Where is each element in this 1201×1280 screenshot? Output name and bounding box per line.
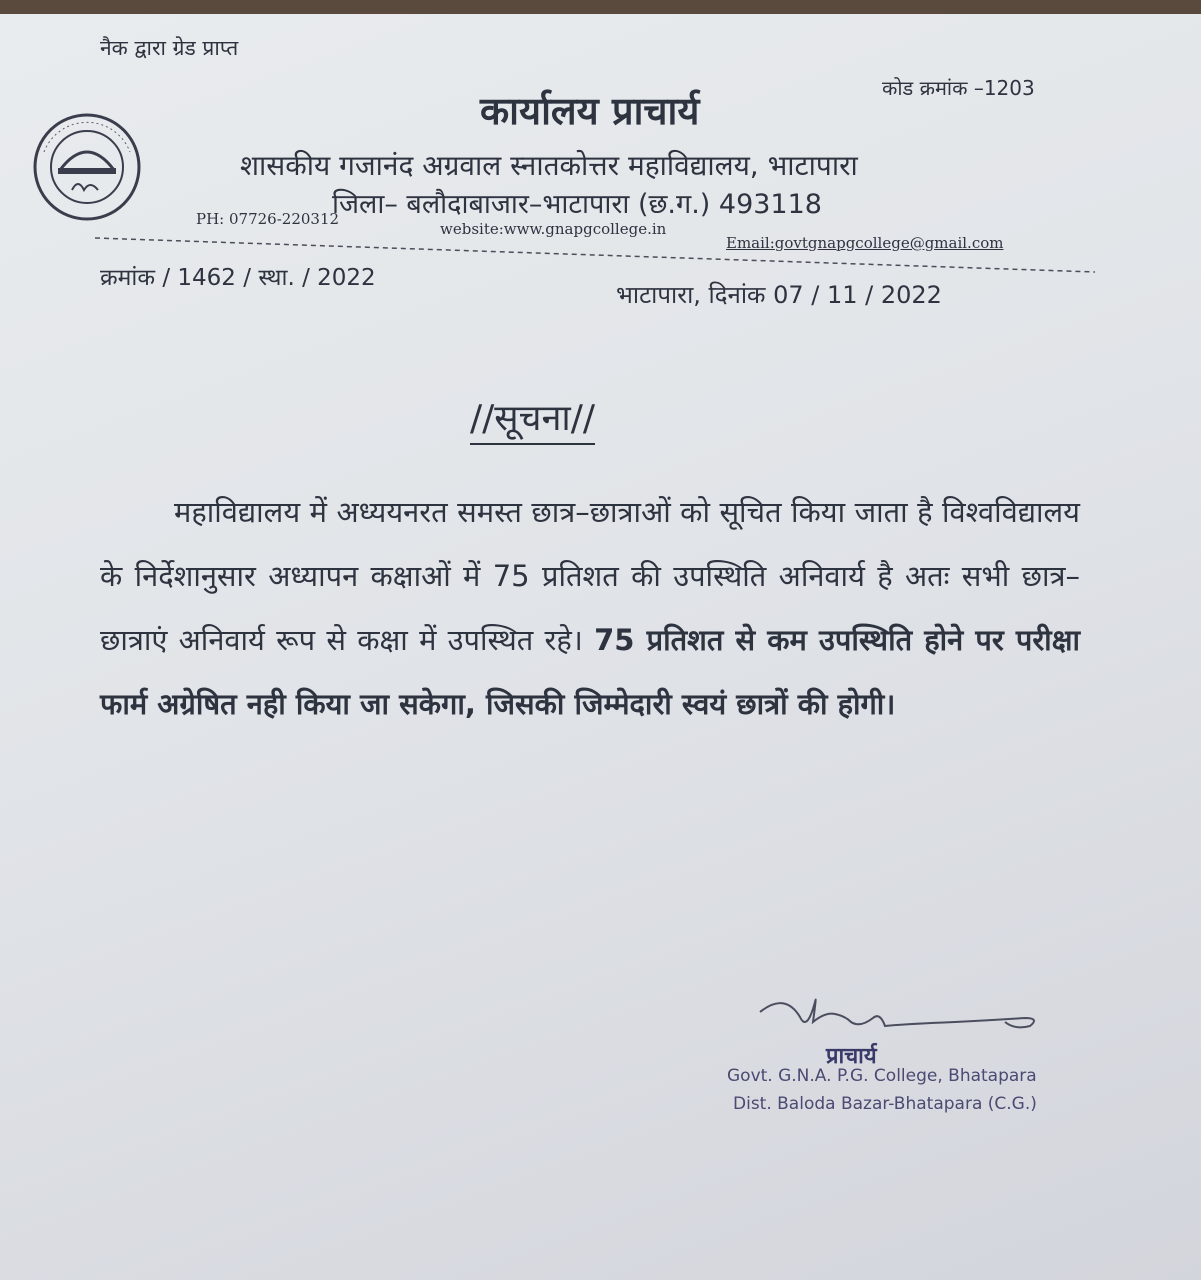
notice-body <box>100 480 1080 736</box>
email-address: Email:govtgnapgcollege@gmail.com <box>726 234 1004 252</box>
notice-heading: //सूचना// <box>470 392 595 445</box>
place-date: भाटापारा, दिनांक 07 / 11 / 2022 <box>616 281 942 309</box>
stamp-college-line: Govt. G.N.A. P.G. College, Bhatapara <box>727 1066 1037 1086</box>
code-number: कोड क्रमांक –1203 <box>882 76 1035 100</box>
naac-grade-text: नैक द्वारा ग्रेड प्राप्त <box>100 36 239 60</box>
stamp-district-line: Dist. Baloda Bazar-Bhatapara (C.G.) <box>733 1094 1037 1114</box>
reference-number: क्रमांक / 1462 / स्था. / 2022 <box>100 265 376 291</box>
principal-signature <box>755 982 1055 1062</box>
website-link: website:www.gnapgcollege.in <box>440 220 667 238</box>
notice-body-regular: महाविद्यालय में अध्ययनरत समस्त छात्र–छात्राओं को सूचित किया जाता है विश्वविद्यालय के निर्देशानुसार अध्यापन कक्षाओं में 75 प्रतिशत की उपस्थिति अनिवार्य है अतः सभी छात्र–छात्राएं अनिवार्य रूप से कक्षा में उपस्थित रहे। <box>100 495 1080 657</box>
district-address: जिला– बलौदाबाजार–भाटापारा (छ.ग.) 493118 <box>332 189 822 220</box>
college-seal-logo <box>32 112 142 222</box>
college-name: शासकीय गजानंद अग्रवाल स्नातकोत्तर महाविद्यालय, भाटापारा <box>240 149 858 182</box>
principal-title: प्राचार्य <box>826 1044 877 1069</box>
office-title: कार्यालय प्राचार्य <box>480 89 700 133</box>
notice-body-bold: 75 प्रतिशत से कम उपस्थिति होने पर परीक्षा फार्म अग्रेषित नही किया जा सकेगा, जिसकी जिम्मेदारी स्वयं छात्रों की होगी। <box>100 623 1081 721</box>
phone-number: PH: 07726-220312 <box>196 210 340 228</box>
notice-document <box>0 14 1201 1280</box>
